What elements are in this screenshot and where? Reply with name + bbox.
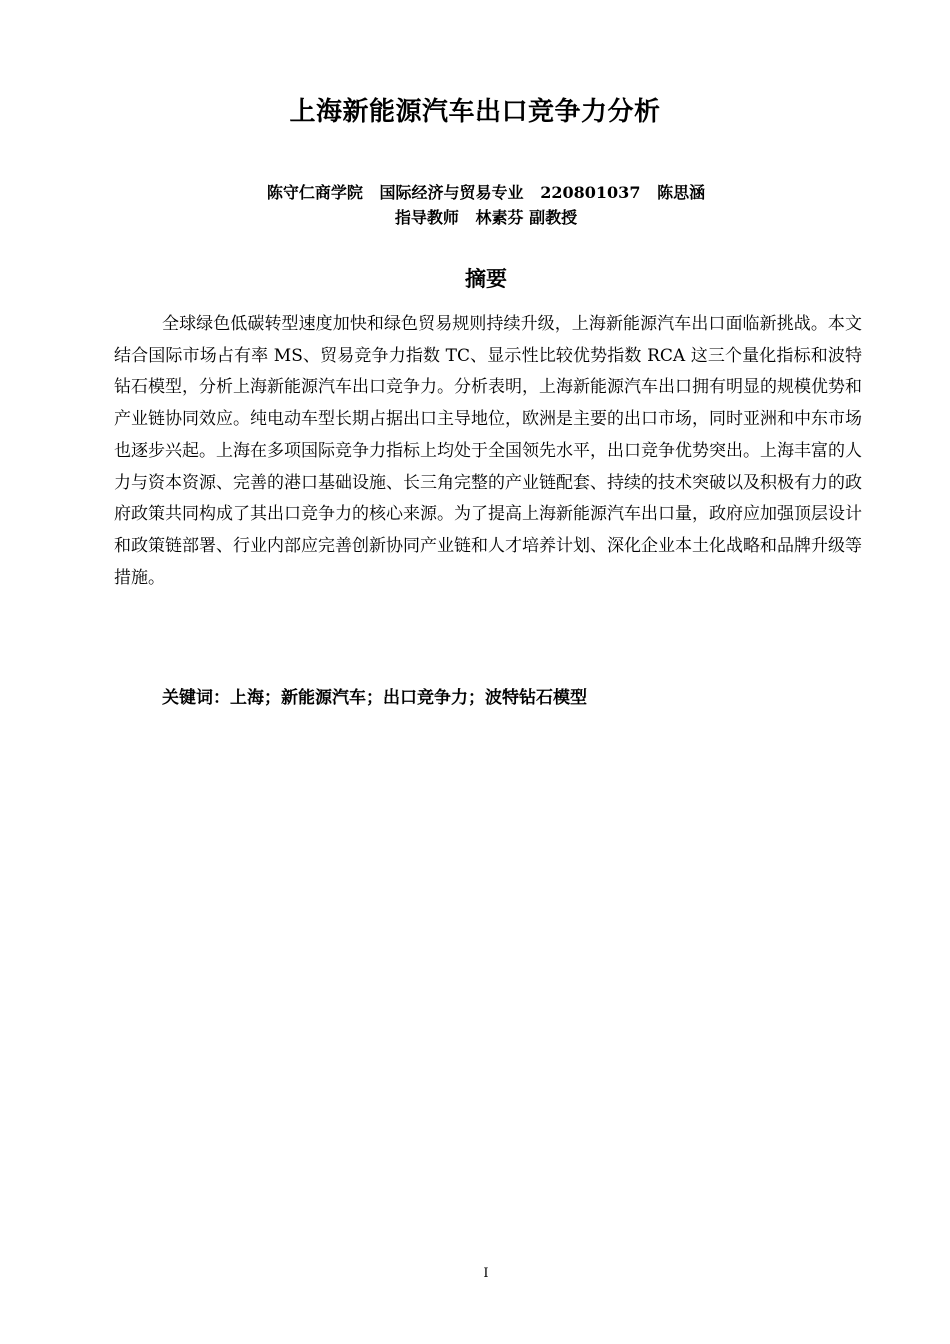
abstract-body: 全球绿色低碳转型速度加快和绿色贸易规则持续升级，上海新能源汽车出口面临新挑战。本文结合国际市场占有率 MS、贸易竞争力指数 TC、显示性比较优势指数 RCA 这三个量化指标和波特钻石模型，分析上海新能源汽车出口竞争力。分析表明，上海新能源汽车出口拥有明显的规模优势和产业链协同效应。纯电动车型长期占据出口主导地位，欧洲是主要的出口市场，同时亚洲和中东市场也逐步兴起。上海在多项国际竞争力指标上均处于全国领先水平，出口竞争优势突出。上海丰富的人力与资本资源、完善的港口基础设施、长三角完整的产业链配套、持续的技术突破以及积极有力的政府政策共同构成了其出口竞争力的核心来源。为了提高上海新能源汽车出口量，政府应加强顶层设计和政策链部署、行业内部应完善创新协同产业链和人才培养计划、深化企业本土化战略和品牌升级等措施。 [114,314,862,588]
keywords: 关键词：上海；新能源汽车；出口竞争力；波特钻石模型 [162,688,587,708]
abstract-heading: 摘要 [465,267,507,291]
author-info: 陈守仁商学院 国际经济与贸易专业 220801037 陈思涵 [266,183,706,202]
paper-title: 上海新能源汽车出口竞争力分析 [289,97,661,127]
page-number: I [483,1266,489,1281]
advisor-info: 指导教师 林素芬 副教授 [394,208,578,227]
